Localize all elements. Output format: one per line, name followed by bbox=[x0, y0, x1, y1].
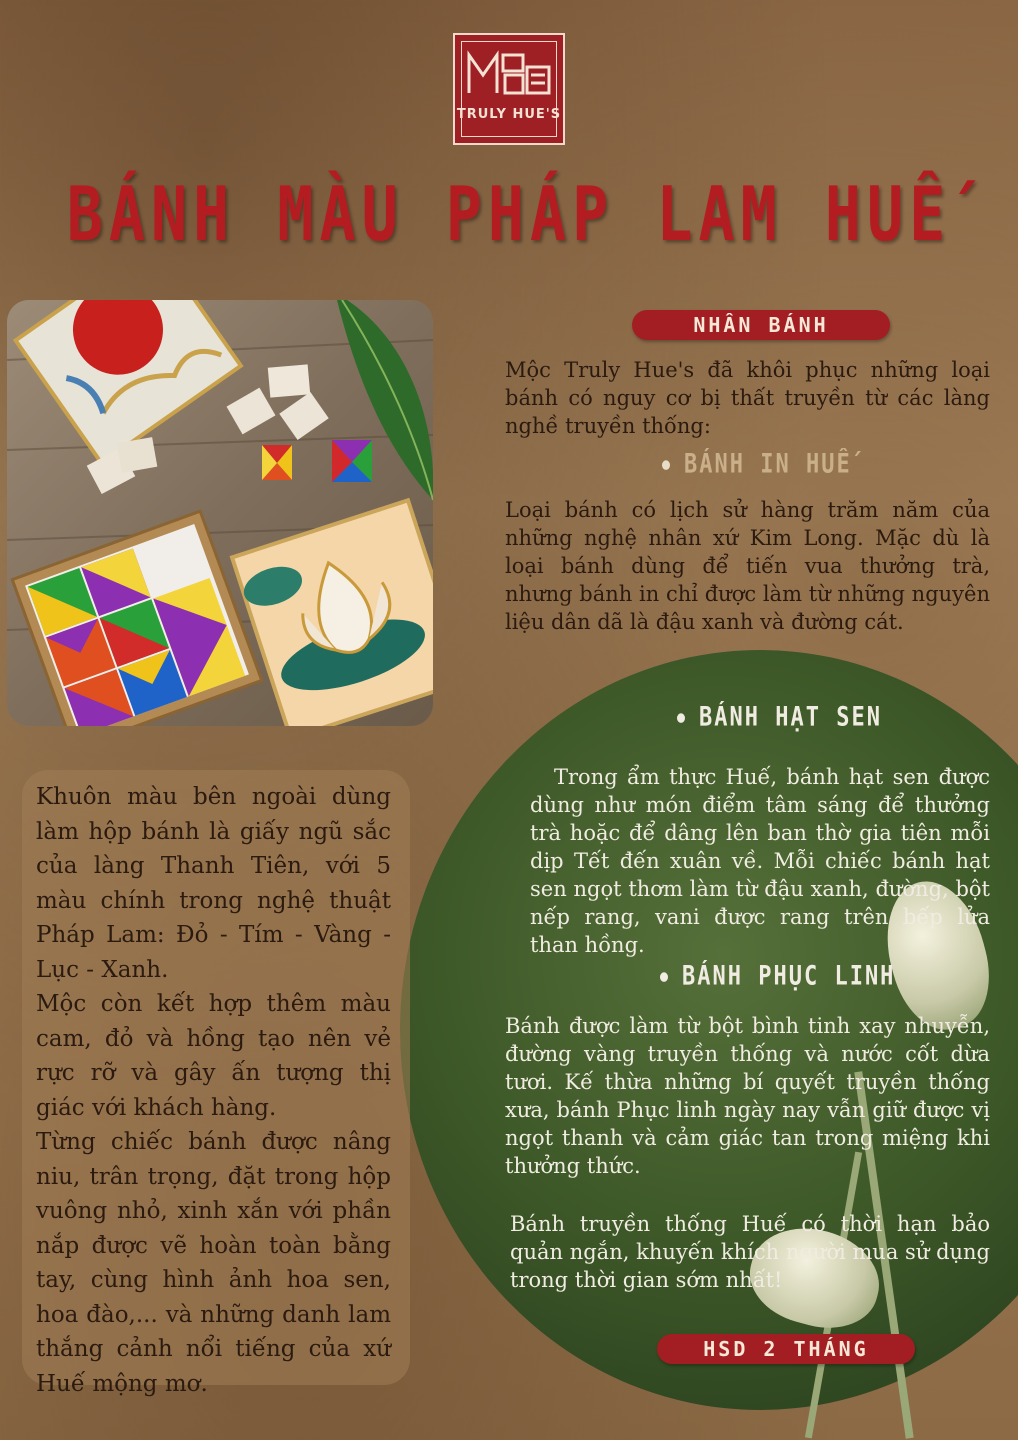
bullet-icon bbox=[677, 713, 685, 723]
logo-text: TRULY HUE'S bbox=[456, 107, 562, 122]
page-title: BÁNH MÀU PHÁP LAM HUẾ bbox=[66, 171, 952, 259]
banh-phuc-linh-heading-text: BÁNH PHỤC LINH bbox=[682, 961, 896, 992]
bullet-icon bbox=[660, 972, 668, 982]
nhan-banh-label: NHÂN BÁNH bbox=[632, 310, 890, 340]
banh-in-heading-text: BÁNH IN HUẾ bbox=[684, 449, 852, 480]
logo-mark-icon bbox=[465, 47, 553, 97]
banh-in-heading bbox=[662, 450, 852, 480]
banh-phuc-linh-text: Bánh được làm từ bột bình tinh xay nhuyễn, đường vàng truyền thống và nước cốt dừa tươi. Kế thừa những bí quyết truyền thống xưa, bánh Phục linh ngày nay vẫn giữ được vị ngọt thanh và cảm giác tan trong miệng khi thưởng thức. bbox=[505, 1014, 990, 1178]
intro-text: Mộc Truly Hue's đã khôi phục những loại bánh có nguy cơ bị thất truyền từ các làng nghề truyền thống: bbox=[505, 358, 990, 438]
banh-in-text: Loại bánh có lịch sử hàng trăm năm của những nghệ nhân xứ Kim Long. Mặc dù là loại bánh dùng để tiến vua thưởng trà, nhưng bánh in chỉ được làm từ những nguyên liệu dân dã là đậu xanh và đường cát. bbox=[505, 498, 990, 634]
banh-phuc-linh-heading bbox=[660, 962, 895, 992]
banh-hat-sen-text: Trong ẩm thực Huế, bánh hạt sen được dùng như món điểm tâm sáng để thưởng trà hoặc để dâng lên ban thờ gia tiên mỗi dịp Tết đến xuân về. Mỗi chiếc bánh hạt sen ngọt thơm làm từ đậu xanh, đường, bột nếp rang, vani được rang trên bếp lửa than hồng. bbox=[530, 765, 990, 957]
banh-hat-sen-heading-text: BÁNH HẠT SEN bbox=[699, 702, 882, 733]
product-photo bbox=[7, 300, 433, 726]
brand-logo bbox=[453, 33, 565, 145]
expiry-label: HSD 2 THÁNG bbox=[657, 1334, 915, 1364]
description-text bbox=[36, 780, 391, 1401]
description-paragraph-2: Mộc còn kết hợp thêm màu cam, đỏ và hồng tạo nên vẻ rực rỡ và gây ấn tượng thị giác với khách hàng. bbox=[36, 991, 391, 1121]
product-illustration bbox=[7, 300, 433, 726]
description-paragraph-3: Từng chiếc bánh được nâng niu, trân trọng, đặt trong hộp vuông nhỏ, xinh xắn với phần nắp được vẽ hoàn toàn bằng tay, cùng hình ảnh hoa sen, hoa đào,... và những danh lam thắng cảnh nổi tiếng của xứ Huế mộng mơ. bbox=[36, 1129, 391, 1397]
bullet-icon bbox=[662, 460, 670, 470]
banh-hat-sen-heading bbox=[677, 703, 882, 733]
storage-note: Bánh truyền thống Huế có thời hạn bảo quản ngắn, khuyến khích người mua sử dụng trong thời gian sớm nhất! bbox=[510, 1212, 990, 1292]
description-paragraph-1: Khuôn màu bên ngoài dùng làm hộp bánh là giấy ngũ sắc của làng Thanh Tiên, với 5 màu chính trong nghệ thuật Pháp Lam: Đỏ - Tím - Vàng - Lục - Xanh. bbox=[36, 784, 391, 983]
